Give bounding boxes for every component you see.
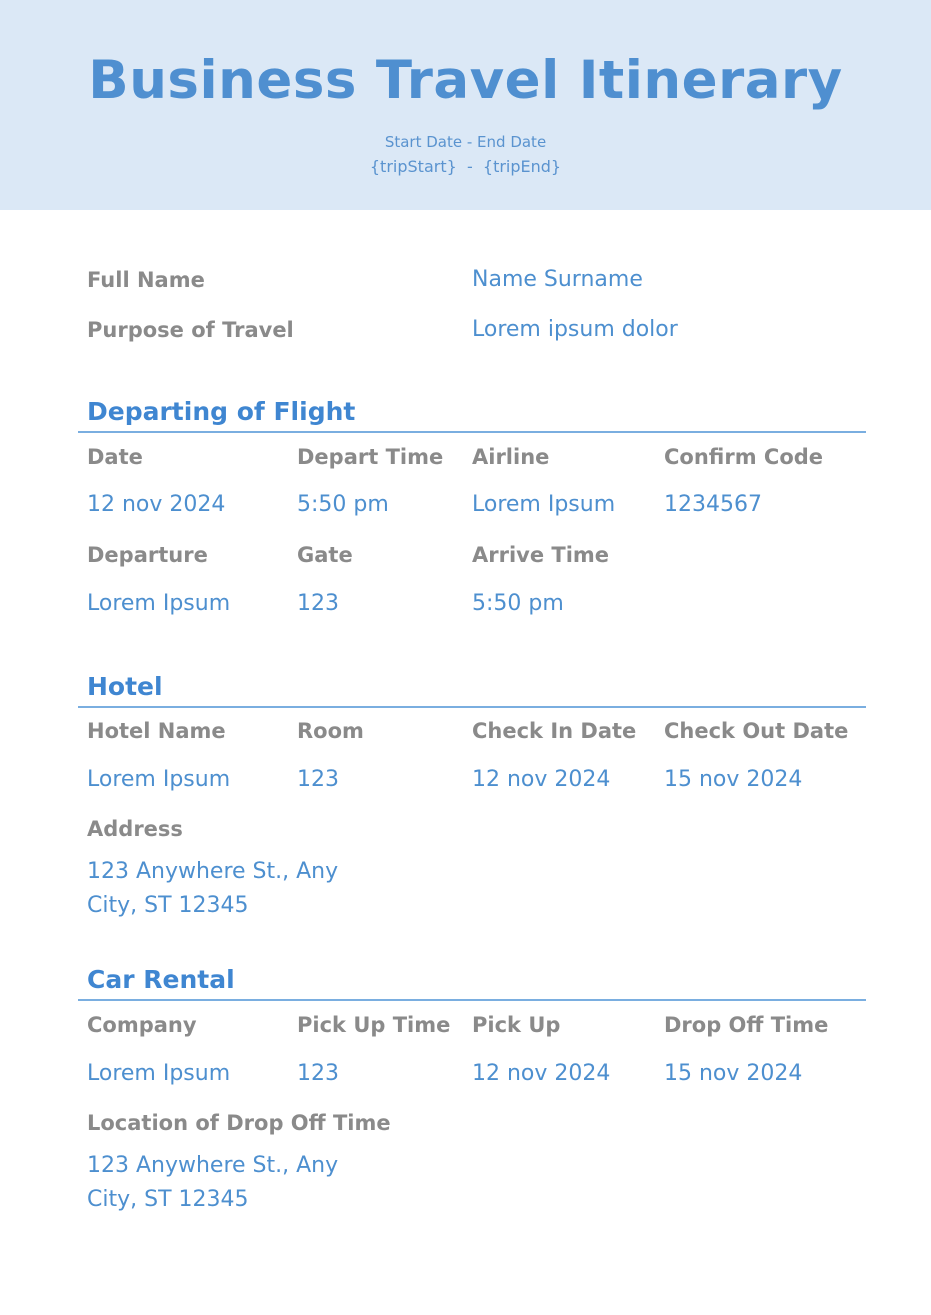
flight-departure-value: Lorem Ipsum: [87, 591, 231, 616]
section-title-hotel: Hotel: [87, 672, 163, 701]
flight-depart-time-label: Depart Time: [297, 445, 444, 469]
full-name-value: Name Surname: [472, 267, 643, 292]
car-pickup-label: Pick Up: [472, 1013, 561, 1037]
car-dropoff-time-label: Drop Off Time: [664, 1013, 829, 1037]
header-banner: [0, 0, 931, 210]
car-dropoff-time-value: 15 nov 2024: [664, 1061, 803, 1086]
hotel-address-line1: 123 Anywhere St., Any: [87, 859, 339, 884]
hotel-room-value: 123: [297, 767, 339, 792]
hotel-address-label: Address: [87, 817, 183, 841]
hotel-check-out-label: Check Out Date: [664, 719, 849, 743]
car-location-line2: City, ST 12345: [87, 1187, 249, 1212]
purpose-label: Purpose of Travel: [87, 318, 294, 342]
car-pickup-value: 12 nov 2024: [472, 1061, 611, 1086]
car-location-value: [87, 1149, 387, 1217]
hotel-check-in-value: 12 nov 2024: [472, 767, 611, 792]
flight-confirm-code-label: Confirm Code: [664, 445, 824, 469]
flight-depart-time-value: 5:50 pm: [297, 492, 389, 517]
hotel-address-value: [87, 855, 387, 923]
flight-airline-label: Airline: [472, 445, 550, 469]
flight-arrive-time-label: Arrive Time: [472, 543, 610, 567]
hotel-address-line2: City, ST 12345: [87, 893, 249, 918]
section-title-car-rental: Car Rental: [87, 965, 235, 994]
purpose-value: Lorem ipsum dolor: [472, 317, 678, 342]
hotel-check-out-value: 15 nov 2024: [664, 767, 803, 792]
flight-departure-label: Departure: [87, 543, 208, 567]
page-title: Business Travel Itinerary: [88, 50, 843, 111]
section-divider: [78, 706, 866, 708]
section-title-flight: Departing of Flight: [87, 397, 356, 426]
flight-gate-value: 123: [297, 591, 339, 616]
hotel-name-label: Hotel Name: [87, 719, 226, 743]
flight-date-label: Date: [87, 445, 143, 469]
flight-airline-value: Lorem Ipsum: [472, 492, 616, 517]
flight-date-value: 12 nov 2024: [87, 492, 226, 517]
car-location-label: Location of Drop Off Time: [87, 1111, 391, 1135]
car-company-label: Company: [87, 1013, 197, 1037]
date-range-label: Start Date - End Date: [384, 133, 547, 151]
car-location-line1: 123 Anywhere St., Any: [87, 1153, 339, 1178]
flight-confirm-code-value: 1234567: [664, 492, 762, 517]
car-pickup-time-value: 123: [297, 1061, 339, 1086]
full-name-label: Full Name: [87, 268, 205, 292]
section-divider: [78, 999, 866, 1001]
hotel-name-value: Lorem Ipsum: [87, 767, 231, 792]
hotel-check-in-label: Check In Date: [472, 719, 637, 743]
date-range-value: {tripStart} - {tripEnd}: [369, 157, 562, 176]
flight-arrive-time-value: 5:50 pm: [472, 591, 564, 616]
car-company-value: Lorem Ipsum: [87, 1061, 231, 1086]
section-divider: [78, 431, 866, 433]
hotel-room-label: Room: [297, 719, 364, 743]
car-pickup-time-label: Pick Up Time: [297, 1013, 451, 1037]
flight-gate-label: Gate: [297, 543, 353, 567]
